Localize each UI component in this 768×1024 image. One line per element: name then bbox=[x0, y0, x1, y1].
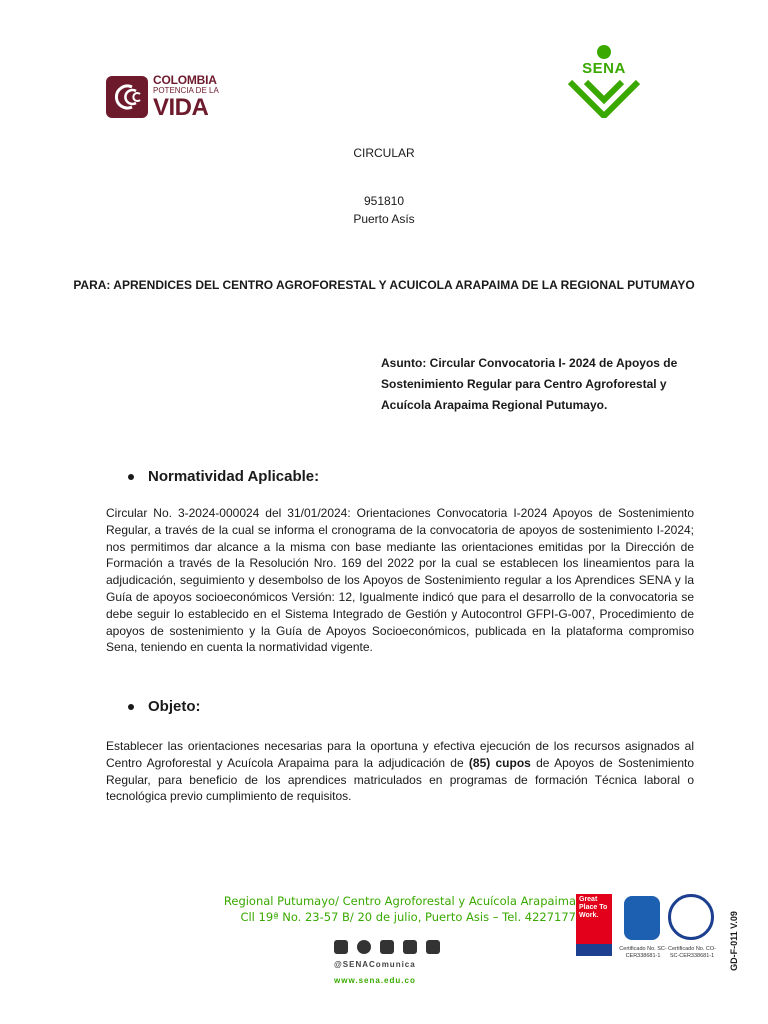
icontec-cert-icon bbox=[624, 896, 660, 940]
linkedin-icon[interactable] bbox=[426, 940, 440, 954]
social-handle: @SENAComunica bbox=[334, 960, 416, 969]
objeto-text-part-b: de Apoyos de Sostenimiento Regular, para beneficio de los aprendices matriculados en programas de formación Técnica laboral o tecnológica previo cumplimiento de requisitos. bbox=[106, 755, 695, 804]
great-place-to-work-badge bbox=[576, 894, 612, 956]
colombia-mark-icon bbox=[106, 76, 148, 118]
facebook-icon[interactable] bbox=[357, 940, 371, 954]
colombia-logo-line3: VIDA bbox=[153, 94, 209, 121]
colombia-logo-line1: COLOMBIA bbox=[153, 73, 217, 87]
iqnet-cert-icon bbox=[668, 894, 714, 940]
cert1-label: Certificado No. SC-CER338681-1 bbox=[619, 946, 667, 959]
section-objeto-heading bbox=[128, 698, 201, 715]
gptw-text: Great Place To Work. bbox=[579, 896, 608, 919]
section-objeto-text bbox=[106, 738, 694, 805]
colombia-logo-line2: POTENCIA DE LA bbox=[153, 86, 219, 95]
form-version: GD-F-011 V.09 bbox=[729, 911, 739, 971]
bullet-icon bbox=[128, 704, 134, 710]
youtube-icon[interactable] bbox=[403, 940, 417, 954]
document-city: Puerto Asís bbox=[353, 212, 415, 226]
sena-logo-text: SENA bbox=[582, 60, 626, 77]
document-number: 951810 bbox=[363, 194, 405, 208]
objeto-cupos: (85) cupos bbox=[468, 755, 531, 770]
colombia-potencia-logo bbox=[106, 74, 221, 120]
objeto-text-part-a: Establecer las orientaciones necesarias para la oportuna y efectiva ejecución de los recursos asignados al Centro Agroforestal y Acuícola Arapaima para la adjudicación de bbox=[106, 739, 694, 770]
section-normatividad-title: Normatividad Aplicable: bbox=[148, 468, 320, 485]
section-normatividad-heading bbox=[128, 468, 319, 485]
subject: Asunto: Circular Convocatoria I- 2024 de Apoyos de Sostenimiento Regular para Centro Agroforestal y Acuícola Arapaima Regional Putumayo. bbox=[381, 356, 678, 412]
website-link[interactable]: www.sena.edu.co bbox=[334, 976, 416, 985]
sena-figure-icon bbox=[566, 44, 642, 118]
section-objeto-title: Objeto: bbox=[148, 698, 201, 715]
social-icons bbox=[334, 940, 440, 958]
twitter-icon[interactable] bbox=[380, 940, 394, 954]
footer-regional: Regional Putumayo/ Centro Agroforestal y Acuícola Arapaima bbox=[223, 894, 576, 908]
sena-logo bbox=[566, 44, 642, 118]
footer-address: Cll 19ª No. 23-57 B/ 20 de julio, Puerto Asis – Tel. 4227177 bbox=[240, 910, 576, 924]
cert2-label: Certificado No. CO-SC-CER338681-1 bbox=[668, 946, 716, 959]
section-normatividad-text: Circular No. 3-2024-000024 del 31/01/2024: Orientaciones Convocatoria I-2024 Apoyos de Sostenimiento Regular, a través de la cual se informa el cronograma de la convocatoria de apoyos de sostenimiento I-2024; nos permitimos dar alcance a la misma con base mediante las orientaciones emitidas por la Dirección de Formación a través de la Resolución Nro. 169 del 2022 por la cual se establecen los lineamientos para la adjudicación, seguimiento y desembolso de los Apoyos de Sostenimiento regular a los Aprendices SENA y la Guía de apoyos socioeconómicos Versión: 12, Igualmente indicó que para el desarrollo de la convocatoria se debe seguir lo establecido en el Sistema Integrado de Gestión y Autocontrol GFPI-G-007, Procedimiento de apoyos de sostenimiento y la Guía de Apoyos Socioeconómicos, publicada en la plataforma compromiso Sena, teniendo en cuenta la normatividad vigente. bbox=[106, 506, 694, 655]
addressee: PARA: APRENDICES DEL CENTRO AGROFORESTAL Y ACUICOLA ARAPAIMA DE LA REGIONAL PUTUMAYO bbox=[73, 278, 695, 292]
document-type: CIRCULAR bbox=[353, 146, 415, 160]
bullet-icon bbox=[128, 474, 134, 480]
instagram-icon[interactable] bbox=[334, 940, 348, 954]
